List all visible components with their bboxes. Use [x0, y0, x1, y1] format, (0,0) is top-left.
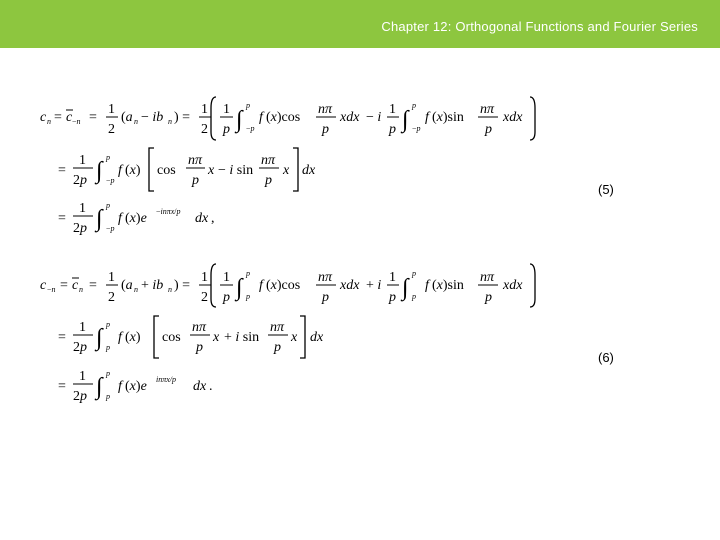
- svg-text:2p: 2p: [73, 221, 87, 236]
- svg-text:f: f: [118, 379, 122, 394]
- svg-text:−n: −n: [72, 117, 81, 126]
- svg-text:1: 1: [79, 320, 86, 335]
- svg-text:∫: ∫: [96, 374, 103, 400]
- svg-text:p: p: [485, 290, 492, 305]
- equation-5: [40, 97, 535, 236]
- svg-text:2: 2: [108, 122, 115, 137]
- svg-text:1: 1: [79, 201, 86, 216]
- svg-text:−inπx/p: −inπx/p: [156, 207, 181, 216]
- svg-text:1: 1: [389, 270, 396, 285]
- svg-text:n: n: [47, 117, 51, 126]
- svg-text:inπx/p: inπx/p: [156, 375, 177, 384]
- svg-text:−p: −p: [412, 124, 421, 133]
- svg-text:∫: ∫: [402, 107, 409, 133]
- svg-text:,: ,: [211, 211, 215, 226]
- svg-text:2p: 2p: [73, 389, 87, 404]
- svg-text:(x)sin: (x)sin: [432, 278, 464, 293]
- eq6-line-2: [58, 316, 324, 358]
- svg-text:p: p: [265, 173, 272, 188]
- svg-text:p: p: [412, 269, 416, 278]
- svg-text:x: x: [213, 330, 220, 345]
- svg-text:− ib: − ib: [141, 110, 164, 125]
- svg-text:1: 1: [201, 102, 208, 117]
- svg-text:(x)e: (x)e: [125, 379, 147, 394]
- svg-text:+ i: + i: [366, 278, 382, 293]
- svg-text:c: c: [40, 110, 47, 125]
- svg-text:∫: ∫: [236, 275, 243, 301]
- svg-text:∫: ∫: [96, 158, 103, 184]
- svg-text:(x)sin: (x)sin: [432, 110, 464, 125]
- svg-text:p: p: [389, 122, 396, 137]
- svg-text:=: =: [54, 110, 62, 125]
- svg-text:p: p: [196, 340, 203, 355]
- svg-text:=: =: [60, 278, 68, 293]
- svg-text:p: p: [106, 392, 110, 401]
- svg-text:−p: −p: [246, 124, 255, 133]
- svg-text:nπ: nπ: [318, 102, 333, 117]
- svg-text:dx: dx: [310, 330, 324, 345]
- svg-text:c: c: [40, 278, 47, 293]
- svg-text:2: 2: [108, 290, 115, 305]
- svg-text:p: p: [246, 101, 250, 110]
- eq6-line-1: [40, 264, 535, 307]
- svg-text:p: p: [412, 292, 416, 301]
- svg-text:) =: ) =: [174, 110, 191, 125]
- eq5-line-2: [58, 148, 316, 191]
- svg-text:1: 1: [108, 270, 115, 285]
- svg-text:=: =: [58, 330, 66, 345]
- svg-text:f: f: [259, 110, 263, 125]
- svg-text:2: 2: [201, 122, 208, 137]
- svg-text:dx: dx: [195, 211, 209, 226]
- svg-text:cos: cos: [157, 163, 176, 178]
- svg-text:c: c: [66, 110, 73, 125]
- svg-text:n: n: [168, 285, 172, 294]
- svg-text:nπ: nπ: [261, 153, 276, 168]
- svg-text:(a: (a: [121, 110, 133, 125]
- svg-text:f: f: [425, 278, 429, 293]
- svg-text:− i: − i: [366, 110, 382, 125]
- svg-text:n: n: [134, 285, 138, 294]
- svg-text:p: p: [246, 269, 250, 278]
- svg-text:∫: ∫: [402, 275, 409, 301]
- svg-text:c: c: [72, 278, 79, 293]
- svg-text:∫: ∫: [96, 325, 103, 351]
- svg-text:p: p: [106, 153, 110, 162]
- svg-text:f: f: [118, 330, 122, 345]
- svg-text:p: p: [322, 290, 329, 305]
- svg-text:(x): (x): [125, 163, 141, 178]
- svg-text:p: p: [274, 340, 281, 355]
- equation-6-number: (6): [598, 350, 614, 365]
- svg-text:(x): (x): [125, 330, 141, 345]
- svg-text:nπ: nπ: [480, 270, 495, 285]
- svg-text:p: p: [389, 290, 396, 305]
- svg-text:− i sin: − i sin: [218, 163, 254, 178]
- svg-text:n: n: [79, 285, 83, 294]
- svg-text:n: n: [168, 117, 172, 126]
- eq5-line-1: [40, 97, 535, 140]
- svg-text:nπ: nπ: [192, 320, 207, 335]
- svg-text:dx: dx: [302, 163, 316, 178]
- svg-text:nπ: nπ: [480, 102, 495, 117]
- svg-text:nπ: nπ: [188, 153, 203, 168]
- svg-text:−n: −n: [47, 285, 56, 294]
- svg-text:f: f: [425, 110, 429, 125]
- svg-text:p: p: [106, 343, 110, 352]
- svg-text:nπ: nπ: [318, 270, 333, 285]
- svg-text:−p: −p: [106, 224, 115, 233]
- equation-6: [40, 264, 535, 404]
- svg-text:p: p: [223, 122, 230, 137]
- svg-text:xdx: xdx: [503, 278, 523, 293]
- svg-text:(x)cos: (x)cos: [266, 278, 301, 293]
- svg-text:+ i sin: + i sin: [224, 330, 260, 345]
- svg-text:2p: 2p: [73, 173, 87, 188]
- svg-text:xdx: xdx: [340, 278, 360, 293]
- svg-text:=: =: [58, 379, 66, 394]
- equation-5-number: (5): [598, 182, 614, 197]
- svg-text:1: 1: [108, 102, 115, 117]
- svg-text:1: 1: [79, 369, 86, 384]
- eq5-line-3: [58, 201, 215, 236]
- svg-text:f: f: [118, 211, 122, 226]
- chapter-title: Chapter 12: Orthogonal Functions and Fourier Series: [381, 19, 698, 34]
- svg-text:−p: −p: [106, 176, 115, 185]
- svg-text:p: p: [106, 369, 110, 378]
- svg-text:p: p: [246, 292, 250, 301]
- svg-text:=: =: [89, 278, 97, 293]
- svg-text:2p: 2p: [73, 340, 87, 355]
- svg-text:p: p: [412, 101, 416, 110]
- eq6-line-3: [58, 369, 213, 404]
- svg-text:f: f: [259, 278, 263, 293]
- svg-text:x: x: [283, 163, 290, 178]
- svg-text:dx: dx: [193, 379, 207, 394]
- svg-text:1: 1: [201, 270, 208, 285]
- svg-text:nπ: nπ: [270, 320, 285, 335]
- svg-text:1: 1: [389, 102, 396, 117]
- svg-text:=: =: [58, 163, 66, 178]
- svg-text:(x)cos: (x)cos: [266, 110, 301, 125]
- svg-text:.: .: [209, 379, 213, 394]
- svg-text:) =: ) =: [174, 278, 191, 293]
- svg-text:p: p: [223, 290, 230, 305]
- svg-text:∫: ∫: [96, 206, 103, 232]
- svg-text:1: 1: [223, 270, 230, 285]
- svg-text:f: f: [118, 163, 122, 178]
- svg-text:n: n: [134, 117, 138, 126]
- svg-text:∫: ∫: [236, 107, 243, 133]
- svg-text:x: x: [291, 330, 298, 345]
- svg-text:=: =: [89, 110, 97, 125]
- svg-text:(x)e: (x)e: [125, 211, 147, 226]
- svg-text:2: 2: [201, 290, 208, 305]
- svg-text:xdx: xdx: [503, 110, 523, 125]
- svg-text:(a: (a: [121, 278, 133, 293]
- svg-text:p: p: [192, 173, 199, 188]
- svg-text:x: x: [208, 163, 215, 178]
- svg-text:1: 1: [223, 102, 230, 117]
- svg-text:p: p: [322, 122, 329, 137]
- svg-text:p: p: [106, 320, 110, 329]
- svg-text:1: 1: [79, 153, 86, 168]
- svg-text:p: p: [106, 201, 110, 210]
- svg-text:cos: cos: [162, 330, 181, 345]
- svg-text:p: p: [485, 122, 492, 137]
- svg-text:xdx: xdx: [340, 110, 360, 125]
- svg-text:+ ib: + ib: [141, 278, 164, 293]
- svg-text:=: =: [58, 211, 66, 226]
